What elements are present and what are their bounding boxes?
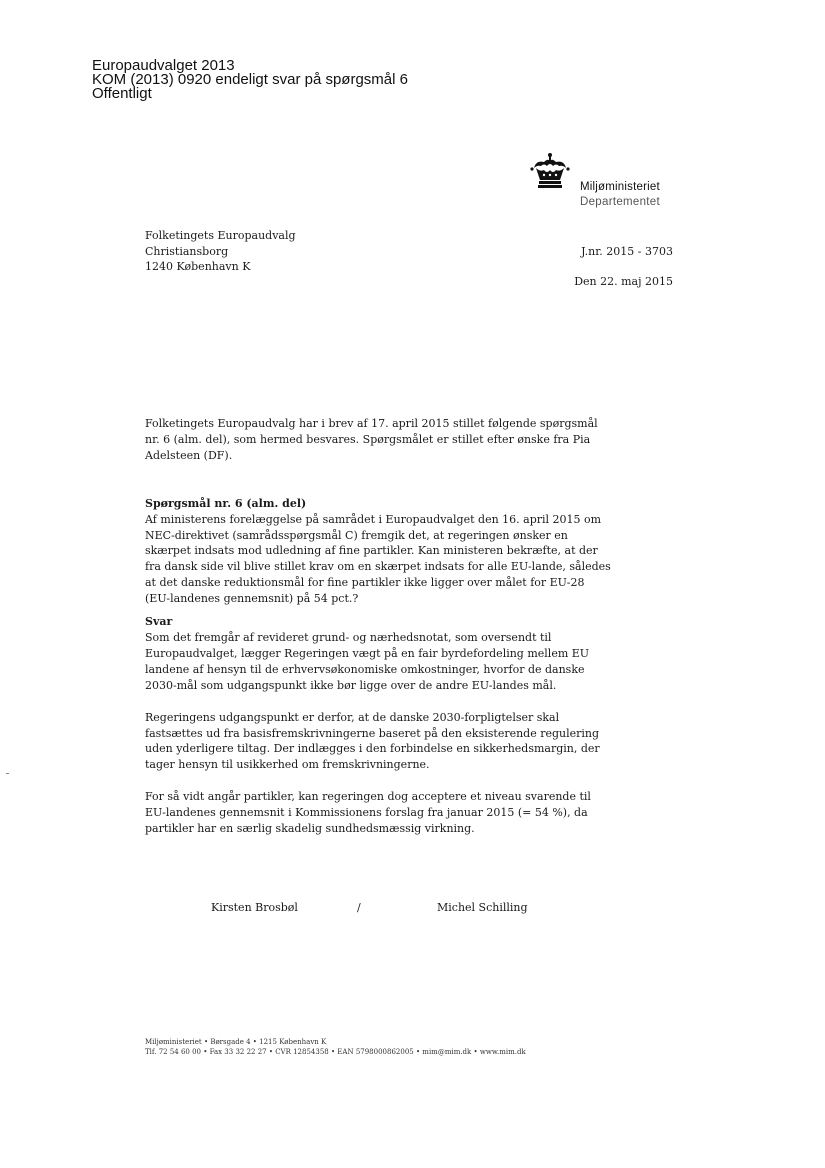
recipient-address (145, 228, 296, 275)
question-heading: Spørgsmål nr. 6 (alm. del) (145, 496, 307, 510)
document-header (92, 59, 408, 101)
text-line: landene af hensyn til de erhvervsøkonomiske omkostninger, hvorfor de danske (145, 662, 585, 676)
ministry-block (580, 180, 660, 210)
text-line: fastsættes ud fra basisfremskrivningerne baseret på den eksisterende regulering (145, 726, 600, 740)
recipient-line: Christiansborg (145, 244, 229, 258)
header-status: Offentligt (92, 85, 152, 102)
text-line: uden yderligere tiltag. Der indlægges i den forbindelse en sikkerhedsmargin, der (145, 742, 600, 756)
letter-date: Den 22. maj 2015 (574, 275, 673, 288)
answer-heading: Svar (145, 615, 173, 629)
text-line: NEC-direktivet (samrådsspørgsmål C) fremgik det, at regeringen ønsker en (145, 528, 568, 542)
text-line: skærpet indsats mod udledning af fine partikler. Kan ministeren bekræfte, at der (145, 544, 598, 558)
answer-paragraph (145, 710, 600, 774)
text-line: Folketingets Europaudvalg har i brev af 17. april 2015 stillet følgende spørgsmål (145, 417, 598, 430)
crown-icon (530, 152, 570, 192)
text-line: fra dansk side vil blive stillet krav om en skærpet indsats for alle EU-lande, således (145, 560, 611, 574)
header-committee: Europaudvalget 2013 (92, 57, 235, 74)
text-line: Af ministerens forelæggelse på samrådet i Europaudvalget den 16. april 2015 om (145, 512, 602, 526)
answer-paragraph (145, 789, 591, 837)
footer-address: Miljøministeriet • Børsgade 4 • 1215 København K (145, 1038, 327, 1046)
journal-number: J.nr. 2015 - 3703 (581, 245, 673, 258)
signature-left: Kirsten Brosbøl (211, 901, 298, 914)
margin-mark (6, 773, 9, 774)
text-line: Regeringens udgangspunkt er derfor, at de danske 2030-forpligtelser skal (145, 710, 560, 724)
text-line: 2030-mål som udgangspunkt ikke bør ligge over de andre EU-landes mål. (145, 678, 557, 692)
recipient-line: 1240 København K (145, 260, 251, 273)
text-line: Europaudvalget, lægger Regeringen vægt på en fair byrdefordeling mellem EU (145, 646, 590, 660)
text-line: at det danske reduktionsmål for fine partikler ikke ligger over målet for EU-28 (145, 576, 585, 590)
header-reference: KOM (2013) 0920 endeligt svar på spørgsmål 6 (92, 71, 408, 88)
text-line: (EU-landenes gennemsnit) på 54 pct.? (145, 592, 359, 606)
signature-separator: / (357, 901, 361, 914)
text-line: For så vidt angår partikler, kan regeringen dog acceptere et niveau svarende til (145, 790, 591, 804)
text-line: EU-landenes gennemsnit i Kommissionens forslag fra januar 2015 (= 54 %), da (145, 806, 588, 820)
text-line: partikler har en særlig skadelig sundhedsmæssig virkning. (145, 822, 475, 836)
letter-body (145, 416, 611, 837)
text-line: Som det fremgår af revideret grund- og nærhedsnotat, som oversendt til (145, 630, 552, 644)
ministry-name: Miljøministeriet (580, 181, 660, 193)
text-line: tager hensyn til usikkerhed om fremskrivningerne. (145, 758, 430, 772)
question-paragraph (145, 512, 611, 607)
ministry-department: Departementet (580, 196, 660, 208)
answer-paragraph (145, 630, 590, 694)
signature-right: Michel Schilling (437, 901, 528, 914)
text-line: nr. 6 (alm. del), som hermed besvares. Spørgsmålet er stillet efter ønske fra Pia (145, 432, 591, 446)
text-line: Adelsteen (DF). (145, 448, 233, 462)
intro-paragraph (145, 416, 598, 464)
letter-footer (145, 1037, 526, 1057)
recipient-line: Folketingets Europaudvalg (145, 229, 296, 242)
footer-contact: Tlf. 72 54 60 00 • Fax 33 32 22 27 • CVR 12854358 • EAN 5798000862005 • mim@mim.dk • www.mim.dk (145, 1048, 526, 1056)
